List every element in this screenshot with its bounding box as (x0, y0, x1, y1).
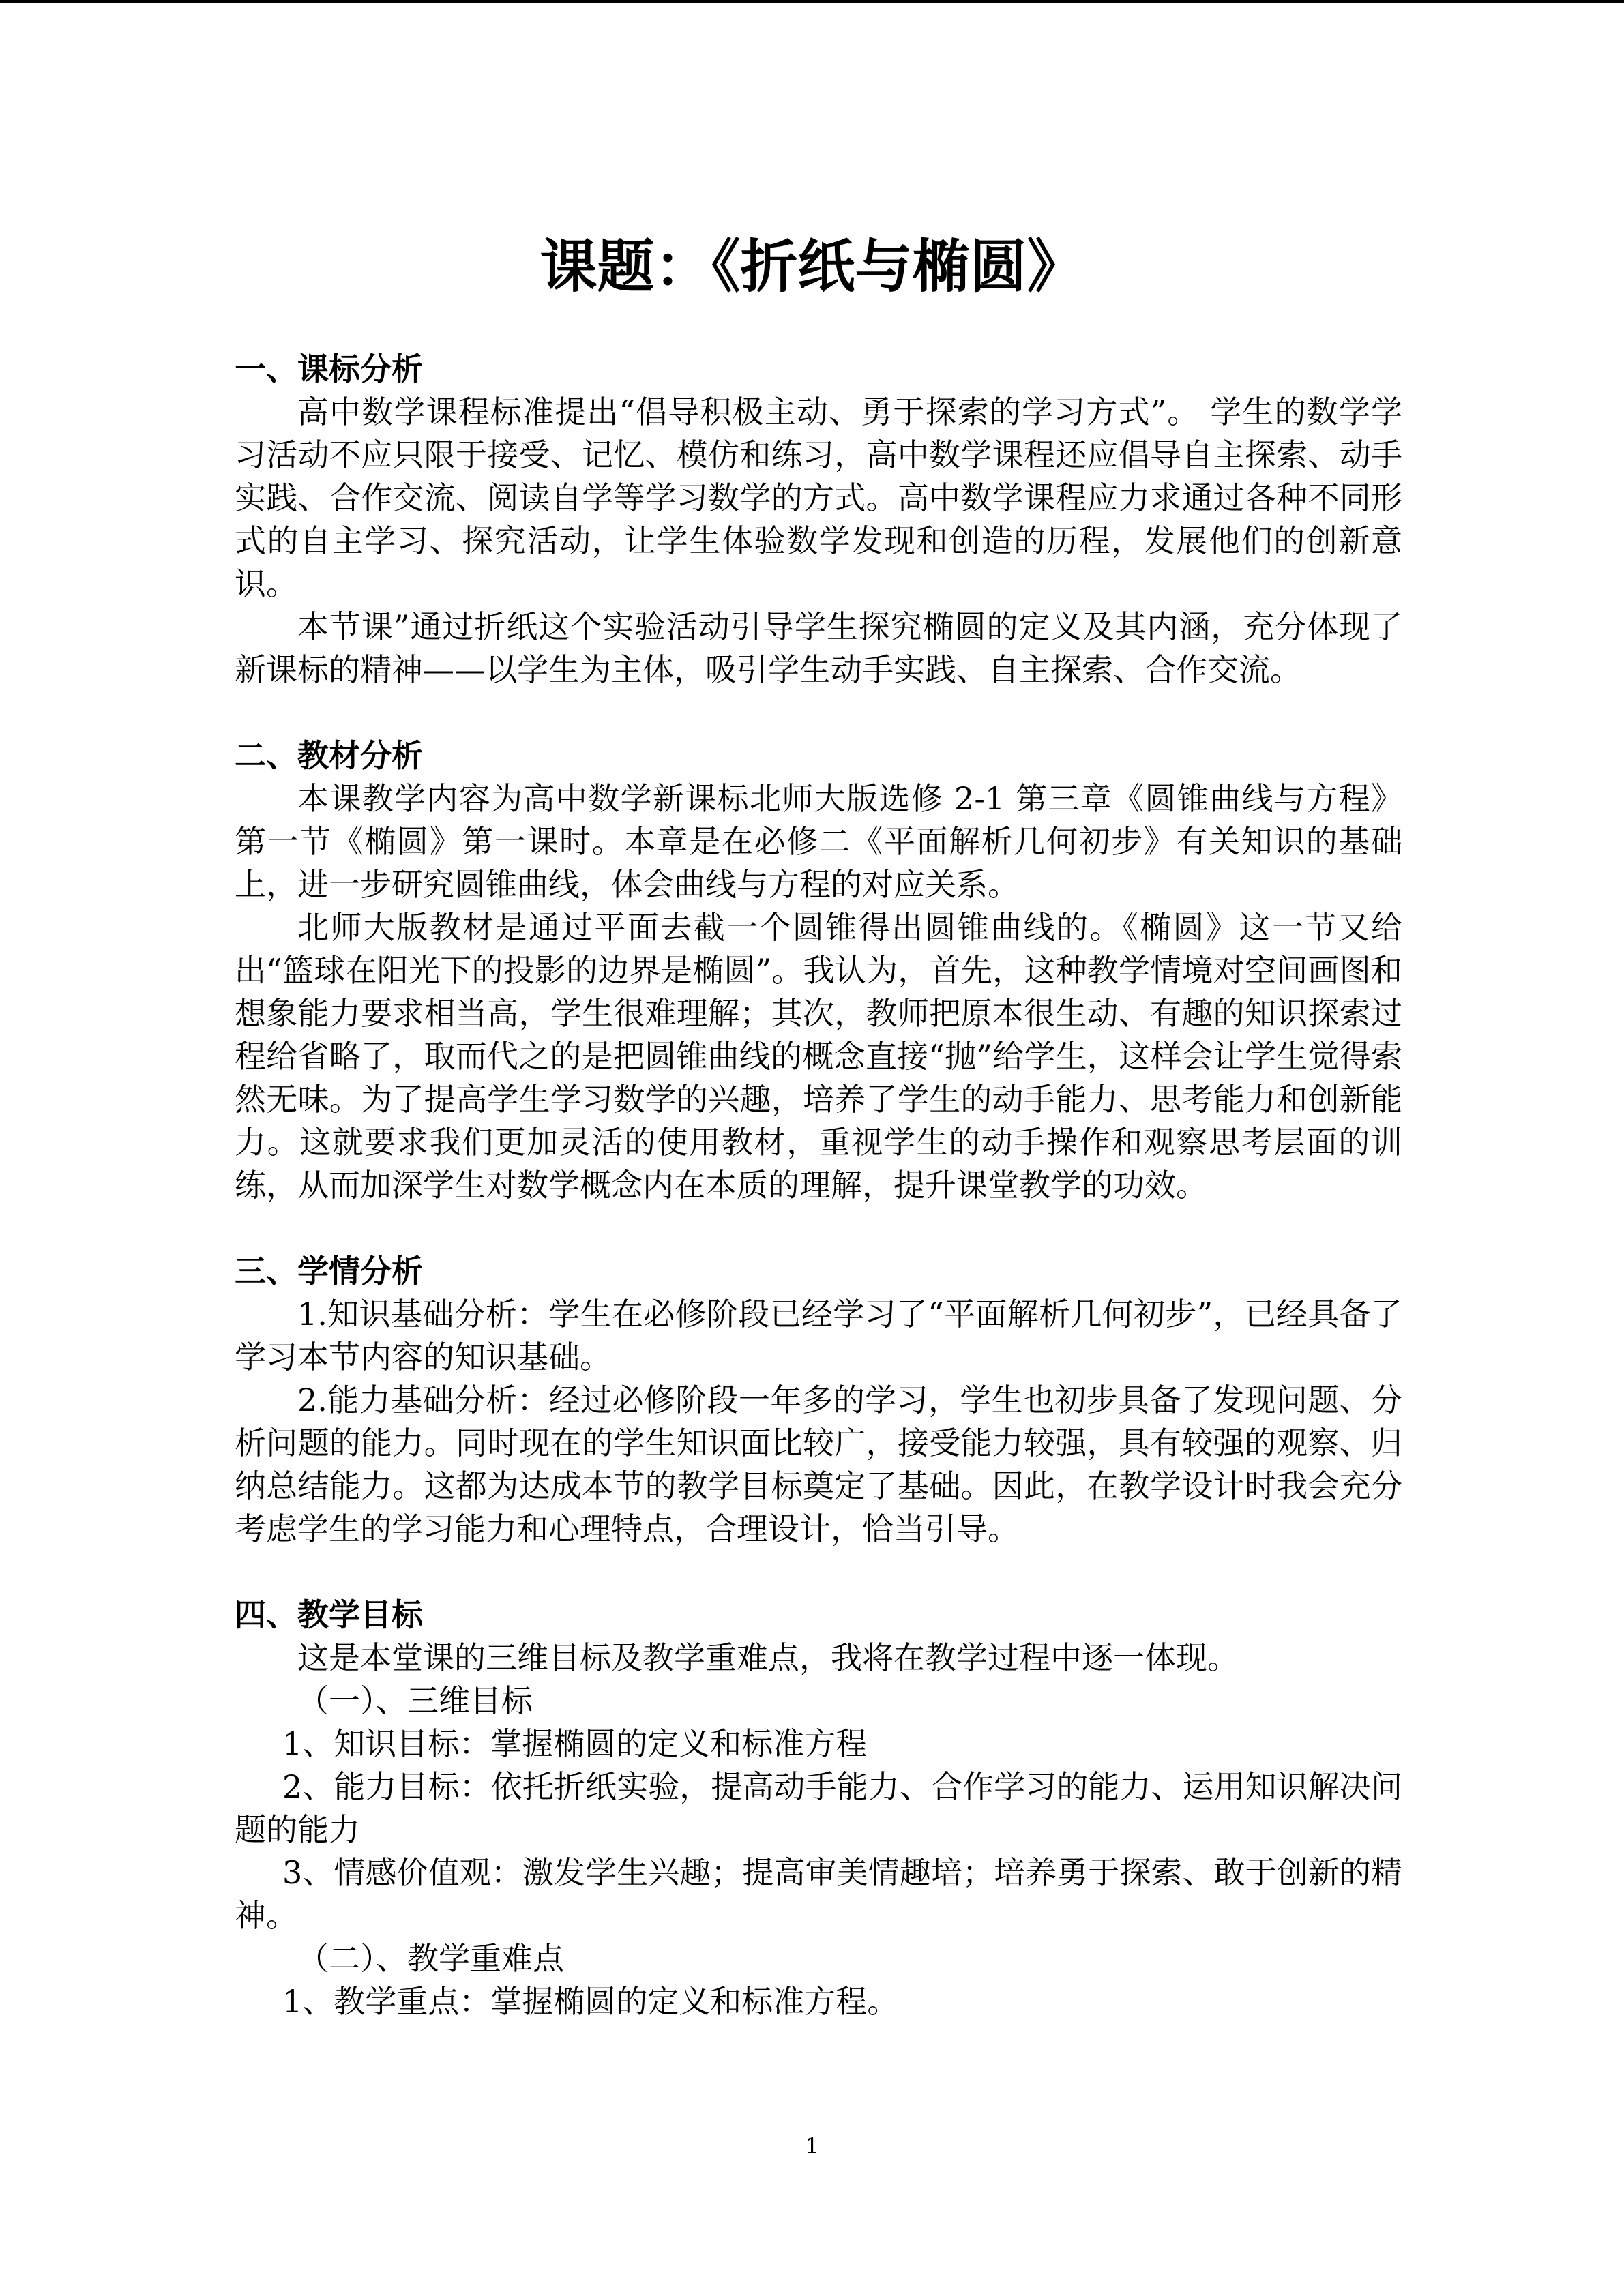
paragraph: 高中数学课程标准提出“倡导积极主动、勇于探索的学习方式”。 学生的数学学习活动不应只限于接受、记忆、模仿和练习，高中数学课程还应倡导自主探索、动手实践、合作交流、阅读自学等学习数学的方式。高中数学课程应力求通过各种不同形式的自主学习、探究活动，让学生体验数学发现和创造的历程，发展他们的创新意识。 (235, 393, 1402, 602)
sub-heading: （一）、三维目标 (297, 1682, 533, 1719)
paragraph: 本课教学内容为高中数学新课标北师大版选修 2-1 第三章《圆锥曲线与方程》第一节《椭圆》第一课时。本章是在必修二《平面解析几何初步》有关知识的基础上，进一步研究圆锥曲线，体会曲线与方程的对应关系。 (235, 780, 1402, 903)
list-item: 2、能力目标：依托折纸实验，提高动手能力、合作学习的能力、运用知识解决问题的能力 (235, 1768, 1402, 1848)
section-textbook-analysis (235, 734, 1402, 1207)
page-number: 1 (805, 2133, 819, 2159)
document-title: 课题：《折纸与椭圆》 (540, 233, 1084, 301)
list-item: 3、情感价值观：激发学生兴趣；提高审美情趣培；培养勇于探索、敢于创新的精神。 (235, 1854, 1402, 1934)
list-item: 1、教学重点：掌握椭圆的定义和标准方程。 (282, 1983, 899, 2020)
paragraph: 这是本堂课的三维目标及教学重难点，我将在教学过程中逐一体现。 (297, 1639, 1239, 1676)
paragraph: 北师大版教材是通过平面去截一个圆锥得出圆锥曲线的。《椭圆》这一节又给出“篮球在阳光下的投影的边界是椭圆”。我认为，首先，这种教学情境对空间画图和想象能力要求相当高，学生很难理解；其次，教师把原本很生动、有趣的知识探索过程给省略了，取而代之的是把圆锥曲线的概念直接“抛”给学生，这样会让学生觉得索然无味。为了提高学生学习数学的兴趣，培养了学生的动手能力、思考能力和创新能力。这就要求我们更加灵活的使用教材，重视学生的动手操作和观察思考层面的训练，从而加深学生对数学概念内在本质的理解，提升课堂教学的功效。 (235, 909, 1402, 1204)
page-top-border (0, 0, 1624, 3)
paragraph: 2.能力基础分析：经过必修阶段一年多的学习，学生也初步具备了发现问题、分析问题的能力。同时现在的学生知识面比较广，接受能力较强，具有较强的观察、归纳总结能力。这都为达成本节的教学目标奠定了基础。因此，在教学设计时我会充分考虑学生的学习能力和心理特点，合理设计，恰当引导。 (235, 1382, 1402, 1547)
section-heading: 二、教材分析 (235, 737, 423, 774)
paragraph: 1.知识基础分析：学生在必修阶段已经学习了“平面解析几何初步”，已经具备了学习本节内容的知识基础。 (235, 1296, 1402, 1375)
paragraph: 本节课”通过折纸这个实验活动引导学生探究椭圆的定义及其内涵，充分体现了新课标的精神——以学生为主体，吸引学生动手实践、自主探索、合作交流。 (235, 608, 1402, 688)
section-student-analysis (235, 1250, 1402, 1551)
section-teaching-goals (235, 1594, 1402, 2023)
section-heading: 一、课标分析 (235, 351, 423, 387)
section-curriculum-analysis (235, 348, 1402, 691)
sub-heading: （二）、教学重难点 (297, 1940, 564, 1977)
section-heading: 三、学情分析 (235, 1253, 423, 1289)
document-body (235, 348, 1402, 2023)
list-item: 1、知识目标：掌握椭圆的定义和标准方程 (282, 1725, 868, 1762)
section-heading: 四、教学目标 (235, 1596, 423, 1633)
